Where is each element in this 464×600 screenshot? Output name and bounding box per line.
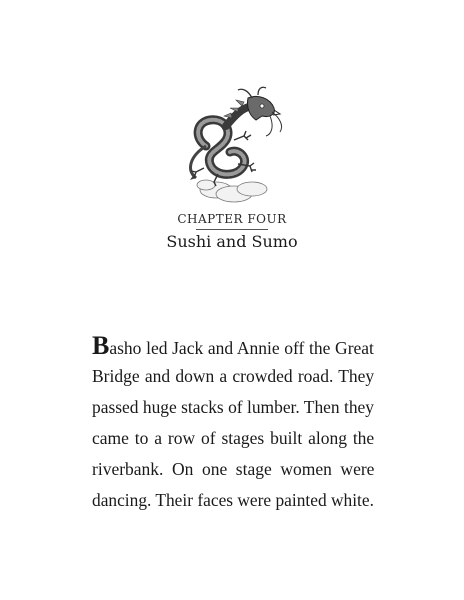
first-line-text: asho led Jack and Annie off the Great (109, 338, 374, 358)
chapter-title: Sushi and Sumo (166, 232, 298, 251)
text-line (92, 330, 374, 361)
text-line (92, 485, 374, 516)
text-line-content: dancing. Their faces were painted white. (92, 490, 374, 510)
text-line-content (92, 330, 374, 361)
text-line (92, 392, 374, 423)
text-line (92, 423, 374, 454)
text-line (92, 454, 374, 485)
chapter-label: CHAPTER FOUR (177, 212, 287, 226)
text-line-content: Bridge and down a crowded road. They (92, 366, 375, 386)
dragon-icon (176, 86, 288, 204)
text-line-content: riverbank. On one stage women were (92, 459, 375, 479)
text-line-content: came to a row of stages built along the (92, 428, 375, 448)
chapter-divider (196, 229, 268, 230)
body-paragraph (92, 330, 374, 516)
drop-cap: B (92, 331, 110, 360)
text-line-content: passed huge stacks of lumber. Then they (92, 397, 375, 417)
text-line (92, 361, 374, 392)
